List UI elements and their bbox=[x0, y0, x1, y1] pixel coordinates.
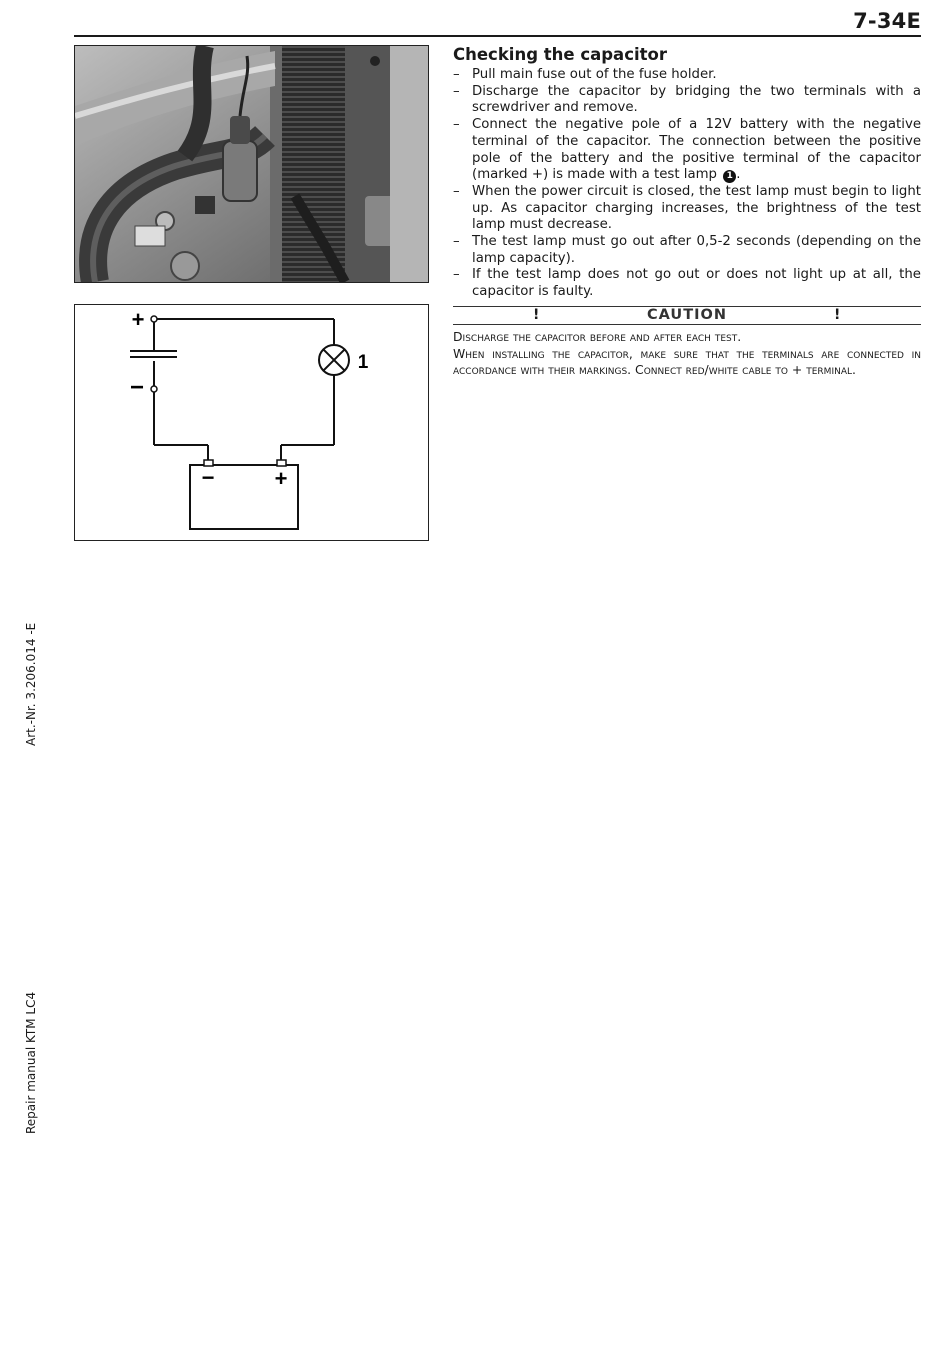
text-column bbox=[453, 44, 921, 379]
battery-plus-label: + bbox=[274, 466, 288, 491]
caution-bar bbox=[453, 306, 921, 325]
step-text: Discharge the capacitor by bridging the two terminals with a screwdriver and remove. bbox=[472, 83, 921, 116]
step-text: Connect the negative pole of a 12V battery with the negative terminal of the capacitor. The connection between the positive pole of the battery and the positive terminal of the capacitor (marked +) is made with a test lamp bbox=[472, 117, 921, 183]
step-text-end: . bbox=[736, 167, 741, 183]
step-text: When the power circuit is closed, the test lamp must begin to light up. As capacitor charging increases, the brightness of the test lamp must decrease. bbox=[472, 183, 921, 233]
capacitor-photo bbox=[74, 45, 429, 283]
capacitor-plus-label: + bbox=[131, 307, 145, 332]
caution-title: CAUTION bbox=[647, 306, 727, 323]
dash-marker: – bbox=[453, 117, 460, 133]
dash-marker: – bbox=[453, 83, 460, 99]
circuit-diagram bbox=[74, 304, 429, 541]
dash-marker: – bbox=[453, 67, 460, 82]
photo-illustration bbox=[75, 46, 428, 282]
step-text: Pull main fuse out of the fuse holder. bbox=[472, 67, 717, 82]
page-number: 7-34E bbox=[853, 9, 921, 33]
list-item bbox=[453, 117, 921, 184]
step-text: The test lamp must go out after 0,5-2 seconds (depending on the lamp capacity). bbox=[472, 234, 921, 266]
capacitor-plus-terminal bbox=[151, 316, 157, 322]
article-number: Art.-Nr. 3.206.014 -E bbox=[24, 622, 38, 746]
list-item bbox=[453, 267, 921, 300]
lamp-number-label: 1 bbox=[357, 352, 369, 373]
caution-note: When installing the capacitor, make sure that the terminals are connected in accordance with their markings. Connect red/white cable to + terminal. bbox=[453, 345, 921, 378]
dash-marker: – bbox=[453, 234, 460, 250]
battery-minus-label: − bbox=[201, 465, 215, 490]
list-item bbox=[453, 67, 921, 84]
dash-marker: – bbox=[453, 267, 460, 283]
section-title: Checking the capacitor bbox=[453, 45, 667, 64]
exclamation-icon: ! bbox=[533, 306, 540, 323]
list-item bbox=[453, 234, 921, 267]
lamp-reference-icon: 1 bbox=[723, 170, 736, 183]
top-rule bbox=[74, 35, 921, 37]
step-text: If the test lamp does not go out or does not light up at all, the capacitor is faulty. bbox=[472, 267, 921, 300]
dash-marker: – bbox=[453, 183, 460, 199]
steps-list bbox=[453, 67, 921, 301]
capacitor-minus-label: − bbox=[129, 374, 145, 401]
capacitor-minus-terminal bbox=[151, 386, 157, 392]
circuit-svg bbox=[75, 305, 428, 540]
exclamation-icon: ! bbox=[834, 306, 841, 323]
manual-title: Repair manual KTM LC4 bbox=[24, 991, 38, 1134]
list-item bbox=[453, 84, 921, 117]
caution-notes bbox=[453, 329, 921, 379]
list-item bbox=[453, 184, 921, 234]
caution-note: Discharge the capacitor before and after each test. bbox=[453, 328, 742, 344]
